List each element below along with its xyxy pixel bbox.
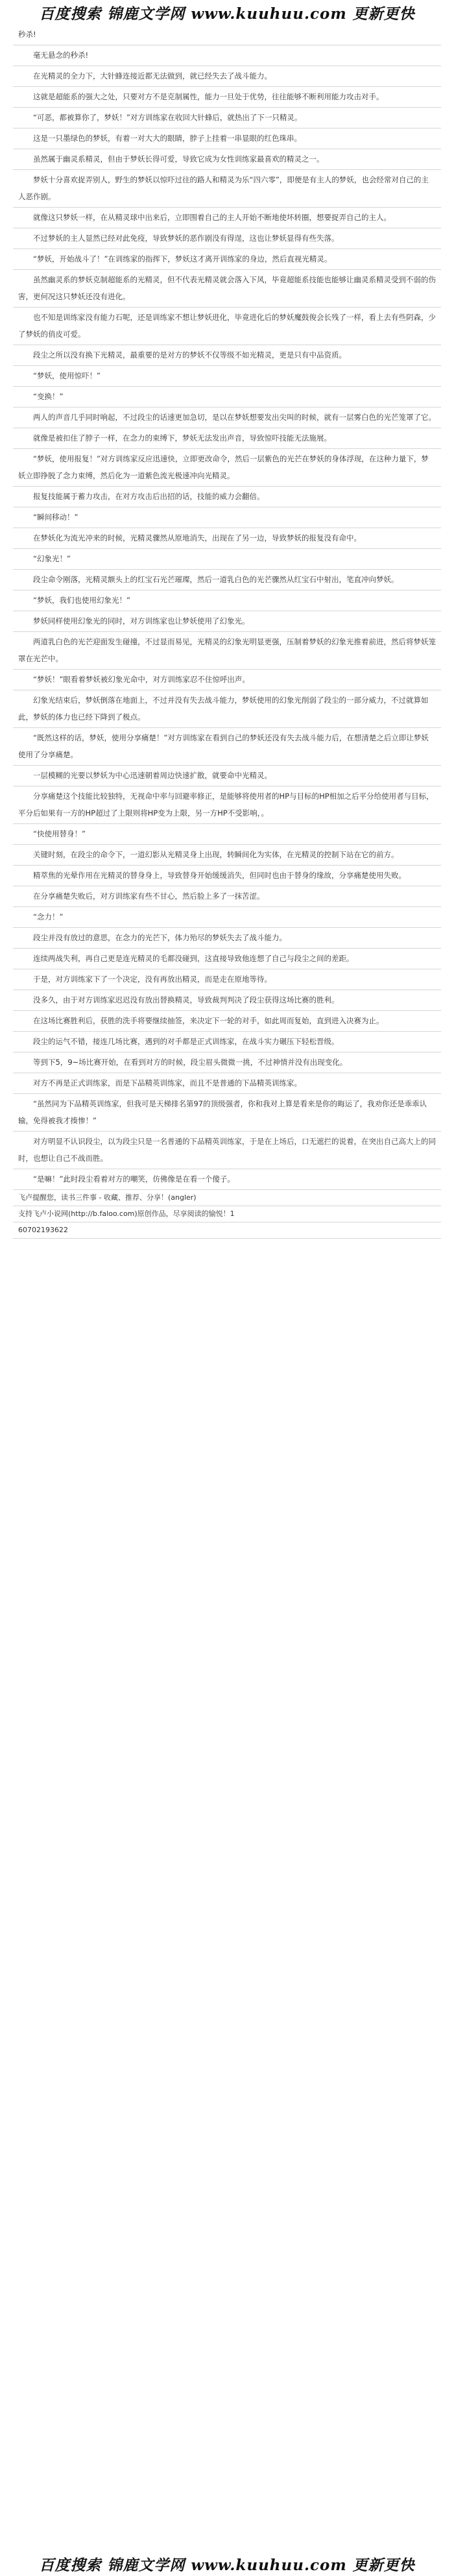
paragraph: 就像是被扣住了脖子一样，在念力的束缚下，梦妖无法发出声音，导致惊吓技能无法施展。	[13, 428, 441, 449]
paragraph: “是嘛！”此时段尘看着对方的嘲笑，仿佛像是在看一个傻子。	[13, 1169, 441, 1190]
paragraph: 这是一只墨绿色的梦妖，有着一对大大的眼睛，脖子上挂着一串显眼的红色珠串。	[13, 128, 441, 149]
paragraph: “虽然同为下品精英训练家，但我可是天梯排名第97的顶级强者，你和我对上算是看来是你的晦运了，我劝你还是乖乖认输，免得被我才揍惨！”	[13, 1094, 441, 1132]
paragraph: 关键时刻，在段尘的命令下，一道幻影从光精灵身上出现，转瞬间化为实体，在光精灵的控制下站在它的前方。	[13, 845, 441, 866]
paragraph: 虽然属于幽灵系精灵，但由于梦妖长得可爱，导致它成为女性训练家最喜欢的精灵之一。	[13, 149, 441, 170]
paragraph: 在这场比赛胜利后，获胜的洗手将要继续抽签，来决定下一轮的对手，如此周而复始，直到进入决赛为止。	[13, 1011, 441, 1032]
paragraph: “梦妖，我们也使用幻象光！”	[13, 590, 441, 611]
paragraph: 精萃焦的光晕作用在光精灵的替身身上，导致替身开始缓缓消失，但同时也由于替身的缘故，分享痛楚使用失败。	[13, 866, 441, 886]
paragraph: “梦妖，使用惊吓！”	[13, 366, 441, 387]
paragraph: 两道乳白色的光芒迎面发生碰撞，不过显而易见，光精灵的幻象光明显更强，压制着梦妖的幻象光推着前进，然后将梦妖笼罩在光芒中。	[13, 632, 441, 670]
paragraph: 段尘命令刚落，光精灵额头上的红宝石光芒璀璨，然后一道乳白色的光芒骤然从红宝石中射出，笔直冲向梦妖。	[13, 570, 441, 590]
footer-support: 支持飞卢小说网(http://b.faloo.com)原创作品，尽享阅读的愉悦！1	[13, 1206, 441, 1222]
paragraph: 不过梦妖的主人显然已经对此免疫，导致梦妖的恶作剧没有得逞，这也让梦妖显得有些失落。	[13, 228, 441, 249]
paragraph: “可恶，都被算你了，梦妖！”对方训练家在收回大针蜂后，就热出了下一只精灵。	[13, 108, 441, 128]
paragraph: 幻象光结束后，梦妖倒落在地面上，不过并没有失去战斗能力，梦妖使用的幻象光削弱了段尘的一部分威力，不过就算如此，梦妖的体力也已经下降到了极点。	[13, 690, 441, 728]
paragraph: 分享痛楚这个技能比较独特，无视命中率与回避率修正，是能够将使用者的HP与目标的HP相加之后平分给使用者与目标，平分后如果有一方的HP超过了上限则将HP变为上限，另一方HP不受影响，。	[13, 786, 441, 824]
footer-code: 60702193622	[13, 1222, 441, 1239]
paragraph: 报复技能属于蓄力攻击，在对方攻击后出招的话，技能的威力会翻倍。	[13, 487, 441, 507]
paragraph: “瞬间移动！”	[13, 507, 441, 528]
site-banner-top: 百度搜索 锦鹿文学网 www.kuuhuu.com 更新更快	[39, 5, 415, 23]
paragraph: “变换！”	[13, 387, 441, 407]
paragraph: “幻象光！”	[13, 549, 441, 570]
paragraph: 就像这只梦妖一样，在从精灵球中出来后，立即围着自己的主人开始不断地使坏转圈，想要捉弄自己的主人。	[13, 208, 441, 228]
paragraph: 在光精灵的全力下，大针蜂连接近都无法做到，就已经失去了战斗能力。	[13, 66, 441, 87]
paragraph: 梦妖同样使用幻象光的同时，对方训练家也让梦妖使用了幻象光。	[13, 611, 441, 632]
paragraph: 在梦妖化为流光冲来的时候，光精灵骤然从原地消失，出现在了另一边，导致梦妖的报复没有命中。	[13, 528, 441, 549]
paragraph: 一层模糊的光要以梦妖为中心迅速朝着周边快速扩散，就要命中光精灵。	[13, 766, 441, 786]
paragraph: “既然这样的话，梦妖，使用分享痛楚！”对方训练家在看到自己的梦妖还没有失去战斗能力后，在想清楚之后立即让梦妖使用了分享痛楚。	[13, 728, 441, 766]
paragraph: 段尘并没有放过的意思，在念力的光芒下，体力殆尽的梦妖失去了战斗能力。	[13, 928, 441, 949]
paragraph: 于是，对方训练家下了一个决定，没有再放出精灵，而是走在原地等待。	[13, 969, 441, 990]
paragraph: “念力！”	[13, 907, 441, 928]
site-banner-bottom: 百度搜索 锦鹿文学网 www.kuuhuu.com 更新更快	[39, 2556, 415, 2574]
paragraph: 在分享痛楚失败后，对方训练家有些不甘心，然后脸上多了一抹苦涩。	[13, 886, 441, 907]
paragraph: 对方明显不认识段尘，以为段尘只是一名普通的下品精英训练家，于是在上场后，口无遮拦的说着，在突出自己高大上的同时，也想让自己不战而胜。	[13, 1132, 441, 1169]
paragraph: 秒杀!	[13, 25, 441, 45]
paragraph: “快使用替身！”	[13, 824, 441, 845]
paragraph: “梦妖！”眼看着梦妖被幻象光命中，对方训练家忍不住惊呼出声。	[13, 670, 441, 690]
footer-reminder: 飞卢提醒您，读书三件事 - 收藏、推荐、分享！(angler)	[13, 1190, 441, 1206]
paragraph: 这就是超能系的强大之处，只要对方不是克制属性，能力一旦处于优势，往往能够不断利用能力攻击对手。	[13, 87, 441, 108]
paragraph: 两人的声音几乎同时响起，不过段尘的话速更加急切，是以在梦妖想要发出尖叫的时候，就有一层雾白色的光芒笼罩了它。	[13, 407, 441, 428]
paragraph: “梦妖，使用报复！”对方训练家反应迅速快，立即更改命令，然后一层紫色的光芒在梦妖的身体浮现，在这种力量下，梦妖立即挣脱了念力束缚，然后化为一道紫色流光极速冲向光精灵。	[13, 449, 441, 487]
paragraph: 梦妖十分喜欢捉弄别人，野生的梦妖以惊吓过往的路人和精灵为乐“四六零”，即便是有主人的梦妖，也会经常对自己的主人恶作剧。	[13, 170, 441, 208]
paragraph: 段尘之所以没有换下光精灵，最重要的是对方的梦妖不仅等级不如光精灵，更是只有中品资质。	[13, 345, 441, 366]
paragraph: 对方不再是正式训练家，而是下品精英训练家，而且不是普通的下品精英训练家。	[13, 1073, 441, 1094]
paragraph: 毫无悬念的秒杀!	[13, 45, 441, 66]
paragraph: “梦妖，开始战斗了！”在训练家的指挥下，梦妖这才离开训练家的身边，然后直视光精灵。	[13, 249, 441, 270]
paragraph: 也不知是训练家没有能力石呢，还是训练家不想让梦妖进化，毕竟进化后的梦妖魔鼓俊会长残了一样，看上去有些阴森，少了梦妖的俏皮可爱。	[13, 308, 441, 345]
paragraph: 虽然幽灵系的梦妖克制超能系的光精灵，但不代表光精灵就会落入下风，毕竟超能系技能也能够让幽灵系精灵受到不弱的伤害，更何况这只梦妖还没有进化。	[13, 270, 441, 308]
paragraph: 连续两战失利，再自己更是连光精灵的毛都没碰到，这直接导致他连想了自己与段尘之间的差距。	[13, 949, 441, 969]
paragraph-list	[13, 25, 441, 1190]
chapter-content	[13, 25, 441, 2551]
paragraph: 段尘的运气不错，接连几场比赛，遇到的对手都是正式训练家，在战斗实力碾压下轻松晋级。	[13, 1032, 441, 1052]
paragraph: 没多久，由于对方训练家迟迟没有放出替换精灵，导致裁判判决了段尘获得这场比赛的胜利。	[13, 990, 441, 1011]
paragraph: 等到下5，9~场比赛开始，在看到对方的时候，段尘眉头微微一挑，不过神情并没有出现变化。	[13, 1052, 441, 1073]
